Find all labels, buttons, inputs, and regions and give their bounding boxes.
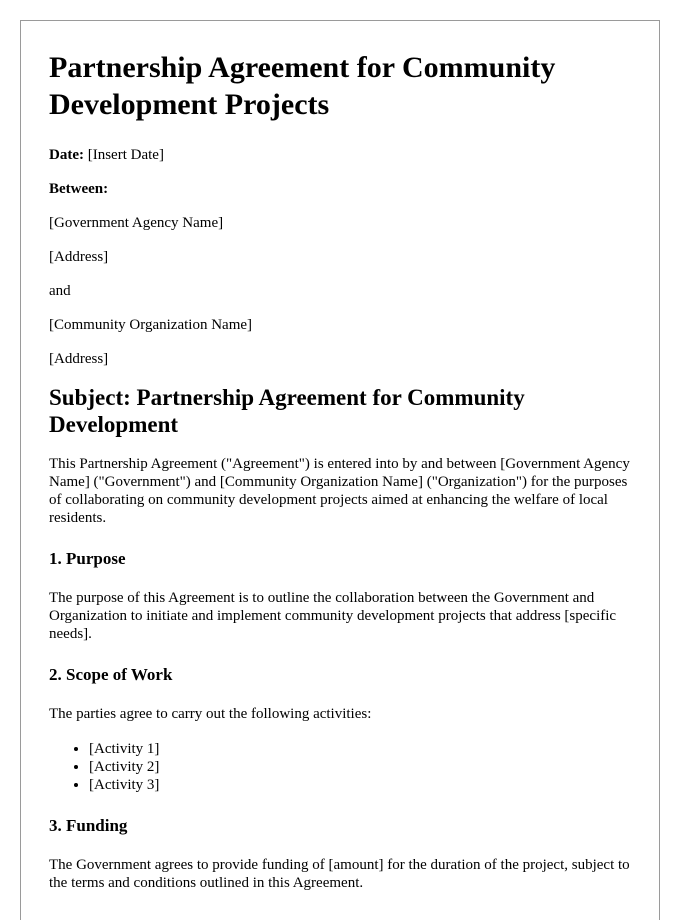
section-heading-purpose: 1. Purpose (49, 549, 126, 568)
party1-address: [Address] (49, 249, 109, 265)
subject-heading: Subject: Partnership Agreement for Community Development (49, 385, 525, 437)
date-label: Date: (49, 147, 84, 163)
party2-name: [Community Organization Name] (49, 317, 253, 333)
section-body-scope: The parties agree to carry out the following activities: (49, 706, 372, 722)
party2-address: [Address] (49, 351, 109, 367)
document-content (49, 49, 639, 892)
list-item: • [Activity 1] (89, 740, 639, 758)
section-heading-funding: 3. Funding (49, 816, 128, 835)
intro-paragraph: This Partnership Agreement ("Agreement") is entered into by and between [Government Agency Name] ("Government") and [Community Organization Name] ("Organization") for the purposes of collaborating on community development projects aimed at enhancing the welfare of local residents. (49, 456, 630, 526)
section-heading-scope: 2. Scope of Work (49, 665, 173, 684)
list-item: • [Activity 3] (89, 776, 639, 794)
activity-list (49, 740, 639, 794)
document-title: Partnership Agreement for Community Development Projects (49, 51, 556, 121)
date-value: [Insert Date] (83, 147, 164, 163)
and-text: and (49, 283, 71, 299)
party1-name: [Government Agency Name] (49, 215, 224, 231)
date-line (49, 146, 639, 164)
document-page (20, 20, 660, 920)
between-label: Between: (49, 181, 109, 197)
list-item: • [Activity 2] (89, 758, 639, 776)
between-label-line (49, 180, 639, 198)
section-body-funding: The Government agrees to provide funding of [amount] for the duration of the project, subject to the terms and conditions outlined in this Agreement. (49, 857, 630, 891)
section-body-purpose: The purpose of this Agreement is to outline the collaboration between the Government and Organization to initiate and implement community development projects that address [specific needs]. (49, 590, 617, 642)
